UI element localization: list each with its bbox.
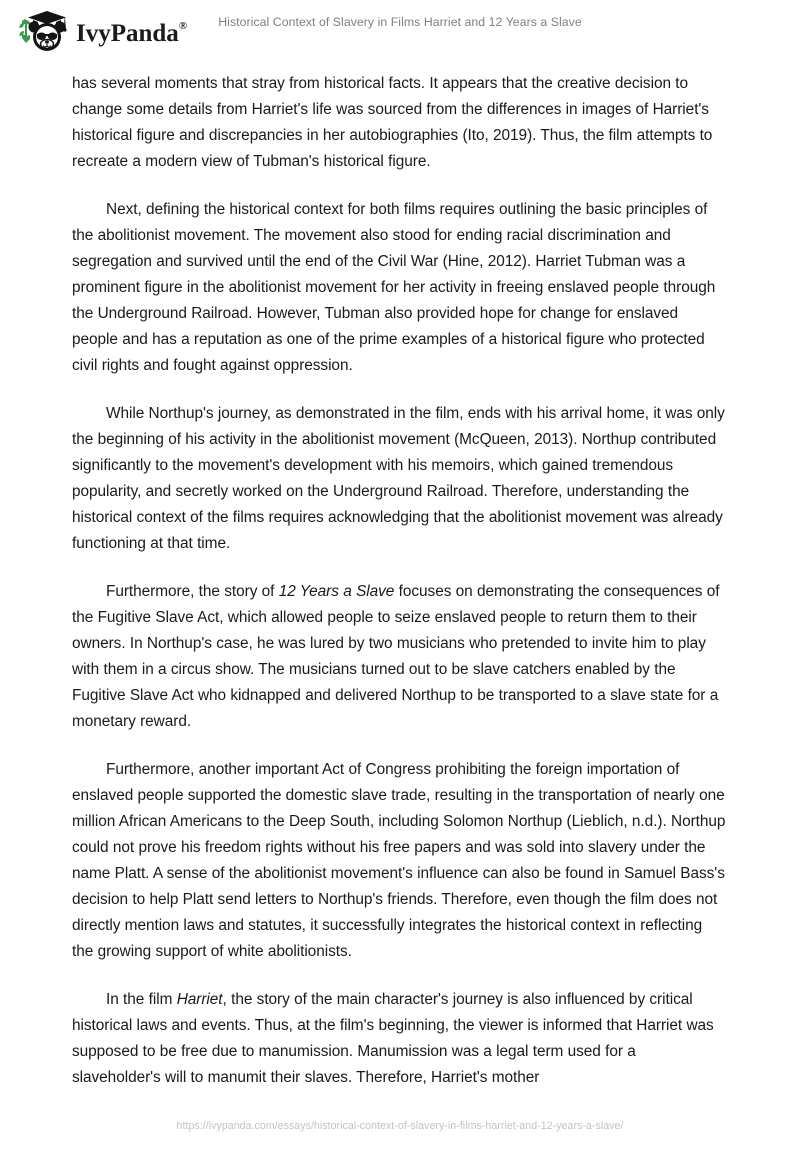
body-paragraph — [72, 987, 726, 1091]
body-paragraph — [72, 579, 726, 735]
body-paragraph — [72, 71, 726, 175]
text-run: , the story of the main character's journey is also influenced by critical historical laws and events. Thus, at the film's beginning, the viewer is informed that Harriet was supposed to be free due to manumission. Manumission was a legal term used for a slaveholder's will to manumit their slaves. Therefore, Harriet's mother — [72, 991, 714, 1086]
document-body — [72, 71, 726, 1113]
text-run: focuses on demonstrating the consequences of the Fugitive Slave Act, which allowed people to seize enslaved people to return them to their owners. In Northup's case, he was lured by two musicians who pretended to invite him to play with them in a circus show. The musicians turned out to be slave catchers enabled by the Fugitive Slave Act who kidnapped and delivered Northup to be transported to a slave state for a monetary reward. — [72, 583, 720, 730]
italic-title: Harriet — [176, 991, 223, 1008]
document-title-header: Historical Context of Slavery in Films Harriet and 12 Years a Slave — [218, 15, 582, 29]
brand-name-text: IvyPanda — [76, 19, 179, 47]
body-paragraph — [72, 197, 726, 379]
text-run: In the film — [106, 991, 177, 1008]
text-run: Next, defining the historical context for both films requires outlining the basic principles of the abolitionist movement. The movement also stood for ending racial discrimination and segregation and survived until the end of the Civil War (Hine, 2012). Harriet Tubman was a prominent figure in the abolitionist movement for her activity in freeing enslaved people through the Underground Railroad. However, Tubman also provided hope for change for enslaved people and has a reputation as one of the prime examples of a historical figure who protected civil rights and fought against oppression. — [72, 201, 716, 374]
source-url-link[interactable]: https://ivypanda.com/essays/historical-context-of-slavery-in-films-harriet-and-12-years-a-slave/ — [176, 1120, 624, 1132]
text-run: While Northup's journey, as demonstrated in the film, ends with his arrival home, it was only the beginning of his activity in the abolitionist movement (McQueen, 2013). Northup contributed significantly to the movement's development with his memoirs, which gained tremendous popularity, and secretly worked on the Underground Railroad. Therefore, understanding the historical context of the films requires acknowledging that the abolitionist movement was already functioning at that time. — [72, 405, 725, 552]
italic-title: 12 Years a Slave — [278, 583, 395, 600]
body-paragraph — [72, 401, 726, 557]
page-header — [0, 0, 800, 66]
body-paragraph — [72, 757, 726, 965]
text-run: Furthermore, the story of — [106, 583, 279, 600]
text-run: Furthermore, another important Act of Congress prohibiting the foreign importation of enslaved people supported the domestic slave trade, resulting in the transportation of nearly one million African Americans to the Deep South, including Solomon Northup (Lieblich, n.d.). Northup could not prove his freedom rights without his free papers and was sold into slavery under the name Platt. A sense of the abolitionist movement's influence can also be found in Samuel Bass's decision to help Platt send letters to Northup's friends. Therefore, even though the film does not directly mention laws and statutes, it successfully integrates the historical context in reflecting the growing support of white abolitionists. — [72, 761, 726, 960]
page-footer — [0, 1116, 800, 1134]
registered-mark: ® — [178, 20, 188, 33]
text-run: has several moments that stray from historical facts. It appears that the creative decision to change some details from Harriet's life was sourced from the differences in images of Harriet's historical figure and discrepancies in her autobiographies (Ito, 2019). Thus, the film attempts to recreate a modern view of Tubman's historical figure. — [72, 75, 713, 170]
